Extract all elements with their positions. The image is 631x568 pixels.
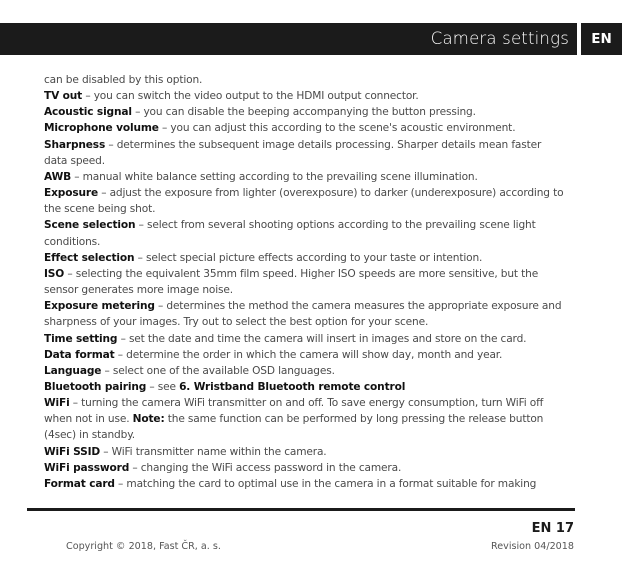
item-description: – turning the camera WiFi transmitter on and off. To save energy consumption, turn WiFi off when not in use. bbox=[44, 397, 544, 426]
list-item bbox=[44, 444, 564, 460]
item-description: – determines the subsequent image details processing. Sharper details mean faster data speed. bbox=[44, 138, 542, 167]
item-term: Exposure bbox=[44, 187, 98, 200]
item-term: Scene selection bbox=[44, 219, 136, 232]
item-description: – you can adjust this according to the scene's acoustic environment. bbox=[158, 122, 516, 135]
item-description: can be disabled by this option. bbox=[44, 74, 203, 86]
list-item bbox=[44, 460, 564, 476]
item-description: – WiFi transmitter name within the camera. bbox=[100, 445, 327, 458]
list-item bbox=[44, 298, 564, 330]
item-term: Acoustic signal bbox=[44, 106, 132, 119]
item-description: – select one of the available OSD languages. bbox=[101, 364, 335, 377]
item-term: Exposure metering bbox=[44, 300, 155, 313]
item-description: – select from several shooting options according to the prevailing scene light conditions. bbox=[44, 219, 536, 248]
item-description: – changing the WiFi access password in the camera. bbox=[129, 461, 402, 474]
item-term: AWB bbox=[44, 170, 72, 183]
list-item bbox=[44, 120, 564, 136]
list-item bbox=[44, 137, 564, 169]
section-reference-link[interactable]: 6. Wristband Bluetooth remote control bbox=[179, 380, 406, 393]
item-description: – set the date and time the camera will insert in images and store on the card. bbox=[117, 332, 527, 345]
item-description: – selecting the equivalent 35mm film speed. Higher ISO speeds are more sensitive, but the sensor generates more image noise. bbox=[44, 267, 539, 297]
item-description: – determine the order in which the camera will show day, month and year. bbox=[114, 348, 503, 361]
item-term: Time setting bbox=[44, 332, 118, 345]
item-description: – see bbox=[146, 380, 180, 393]
note-label: Note: bbox=[132, 413, 165, 426]
header-bar bbox=[0, 23, 577, 55]
item-term: Microphone volume bbox=[44, 122, 159, 135]
note-text: the same function can be performed by long pressing the release button (4sec) in standby. bbox=[44, 413, 544, 442]
item-description: – you can disable the beeping accompanying the button pressing. bbox=[131, 106, 476, 119]
list-item bbox=[44, 72, 564, 88]
copyright-text: Copyright © 2018, Fast ČR, a. s. bbox=[66, 541, 221, 552]
item-description: – manual white balance setting according to the prevailing scene illumination. bbox=[71, 170, 478, 183]
item-term: Sharpness bbox=[44, 138, 106, 151]
list-item bbox=[44, 476, 564, 492]
item-term: WiFi bbox=[44, 397, 70, 410]
list-item bbox=[44, 217, 564, 249]
item-term: ISO bbox=[44, 267, 65, 280]
item-description: – adjust the exposure from lighter (overexposure) to darker (underexposure) according to the scene being shot. bbox=[44, 187, 564, 216]
list-item bbox=[44, 104, 564, 120]
list-item bbox=[44, 379, 564, 395]
list-item bbox=[44, 266, 564, 298]
item-description: – matching the card to optimal use in the camera in a format suitable for making bbox=[114, 477, 537, 490]
item-term: Effect selection bbox=[44, 251, 135, 264]
list-item bbox=[44, 363, 564, 379]
list-item bbox=[44, 88, 564, 104]
revision-text: Revision 04/2018 bbox=[491, 541, 574, 552]
list-item bbox=[44, 185, 564, 217]
item-description: – you can switch the video output to the HDMI output connector. bbox=[82, 90, 419, 103]
item-term: Data format bbox=[44, 348, 115, 361]
list-item bbox=[44, 169, 564, 185]
item-term: Format card bbox=[44, 477, 115, 490]
item-term: Language bbox=[44, 364, 102, 377]
list-item bbox=[44, 250, 564, 266]
section-title: Camera settings bbox=[430, 29, 569, 48]
settings-description-list bbox=[44, 72, 564, 492]
item-description: – determines the method the camera measures the appropriate exposure and sharpness of your images. Try out to select the best option for your scene. bbox=[44, 300, 562, 329]
language-badge: EN bbox=[581, 23, 622, 55]
page-number: EN 17 bbox=[531, 521, 574, 536]
footer-divider bbox=[27, 508, 575, 511]
item-term: TV out bbox=[44, 90, 83, 103]
list-item bbox=[44, 331, 564, 347]
item-term: WiFi password bbox=[44, 461, 130, 474]
item-term: Bluetooth pairing bbox=[44, 380, 147, 393]
item-description: – select special picture effects according to your taste or intention. bbox=[134, 251, 483, 264]
list-item bbox=[44, 395, 564, 443]
list-item bbox=[44, 347, 564, 363]
item-term: WiFi SSID bbox=[44, 445, 101, 458]
